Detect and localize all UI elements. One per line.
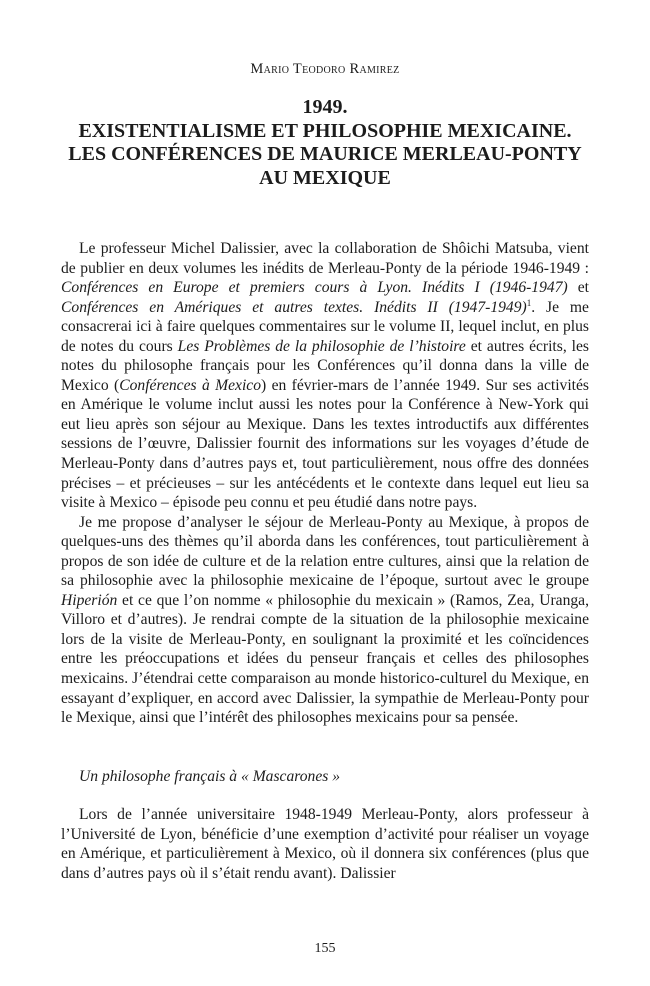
article-body: [61, 239, 589, 883]
book-title-volume-2: Conférences en Amériques et autres textes. Inédits II (1947-1949): [61, 298, 527, 316]
text-run: et autres écrits, les notes du philosophe français pour les Conférences qu’il donna dans la ville de Mexico (: [61, 337, 589, 394]
footnote-marker[interactable]: 1: [526, 297, 532, 308]
title-line-2: EXISTENTIALISME ET PHILOSOPHIE MEXICAINE.: [78, 119, 572, 142]
text-run: et: [567, 279, 589, 297]
paragraph-intro: [61, 239, 589, 513]
title-line-year: 1949.: [302, 96, 348, 118]
page-number: 155: [314, 941, 336, 956]
section-heading: Un philosophe français à « Mascarones »: [79, 767, 341, 785]
group-name: Hiperión: [61, 591, 118, 609]
text-run: Je me propose d’analyser le séjour de Merleau-Ponty au Mexique, à propos de quelques-uns des thèmes qu’il aborda dans les conférences, tout particulièrement à propos de son idée de culture et de la relation entre cultures, ainsi que la relation de sa philosophie avec la philosophie mexicaine de l’époque, surtout avec le groupe: [61, 513, 589, 590]
book-title-volume-1: Conférences en Europe et premiers cours à Lyon. Inédits I (1946-1947): [61, 279, 568, 297]
paragraph-proposal: [61, 513, 589, 728]
conference-title: Conférences à Mexico: [119, 376, 261, 394]
title-line-4: AU MEXIQUE: [259, 166, 391, 189]
title-line-3: LES CONFÉRENCES DE MAURICE MERLEAU-PONTY: [68, 143, 582, 165]
paragraph-section-start: Lors de l’année universitaire 1948-1949 Merleau-Ponty, alors professeur à l’Université de Lyon, bénéficie d’une exemption d’activité pour réaliser un voyage en Amérique, et particulièrement à Mexico, où il donnera six conférences (plus que dans d’autres pays où il s’était rendu avant). Dalissier: [61, 806, 589, 882]
text-run: et ce que l’on nomme « philosophie du mexicain » (Ramos, Zea, Uranga, Villoro et d’autres). Je rendrai compte de la situation de la philosophie mexicaine lors de la visite de Merleau-Ponty, en soulignant la proximité et les coïncidences entre les préoccupations et idées du penseur français et celles des philosophes mexicains. J’étendrai cette comparaison au monde historico-culturel du Mexique, en essayant d’expliquer, en accord avec Dalissier, la sympathie de Merleau-Ponty pour le Mexique, ainsi que l’intérêt des philosophes mexicains pour sa pensée.: [61, 591, 589, 727]
course-title: Les Problèmes de la philosophie de l’histoire: [177, 337, 466, 355]
text-run: ) en février-mars de l’année 1949. Sur ses activités en Amérique le volume inclut aussi les notes pour la Conférence à New-York qui eut lieu après son séjour au Mexique. Dans les textes introductifs aux différentes sessions de l’œuvre, Dalissier fournit des informations sur les voyages d’étude de Merleau-Ponty dans d’autres pays et, tout particulièrement, nous offre des données précises – et précieuses – sur les antécédents et le contexte dans lequel eut lieu sa visite à Mexico – épisode peu connu et peu étudié dans notre pays.: [61, 376, 589, 512]
article-title: [60, 96, 590, 190]
text-run: . Je me consacrerai ici à faire quelques commentaires sur le volume II, lequel inclut, en plus de notes du cours: [61, 298, 589, 355]
running-header-author: Mario Teodoro Ramirez: [250, 61, 400, 77]
text-run: Le professeur Michel Dalissier, avec la collaboration de Shôichi Matsuba, vient de publier en deux volumes les inédits de Merleau-Ponty de la période 1946-1949 :: [61, 240, 589, 277]
